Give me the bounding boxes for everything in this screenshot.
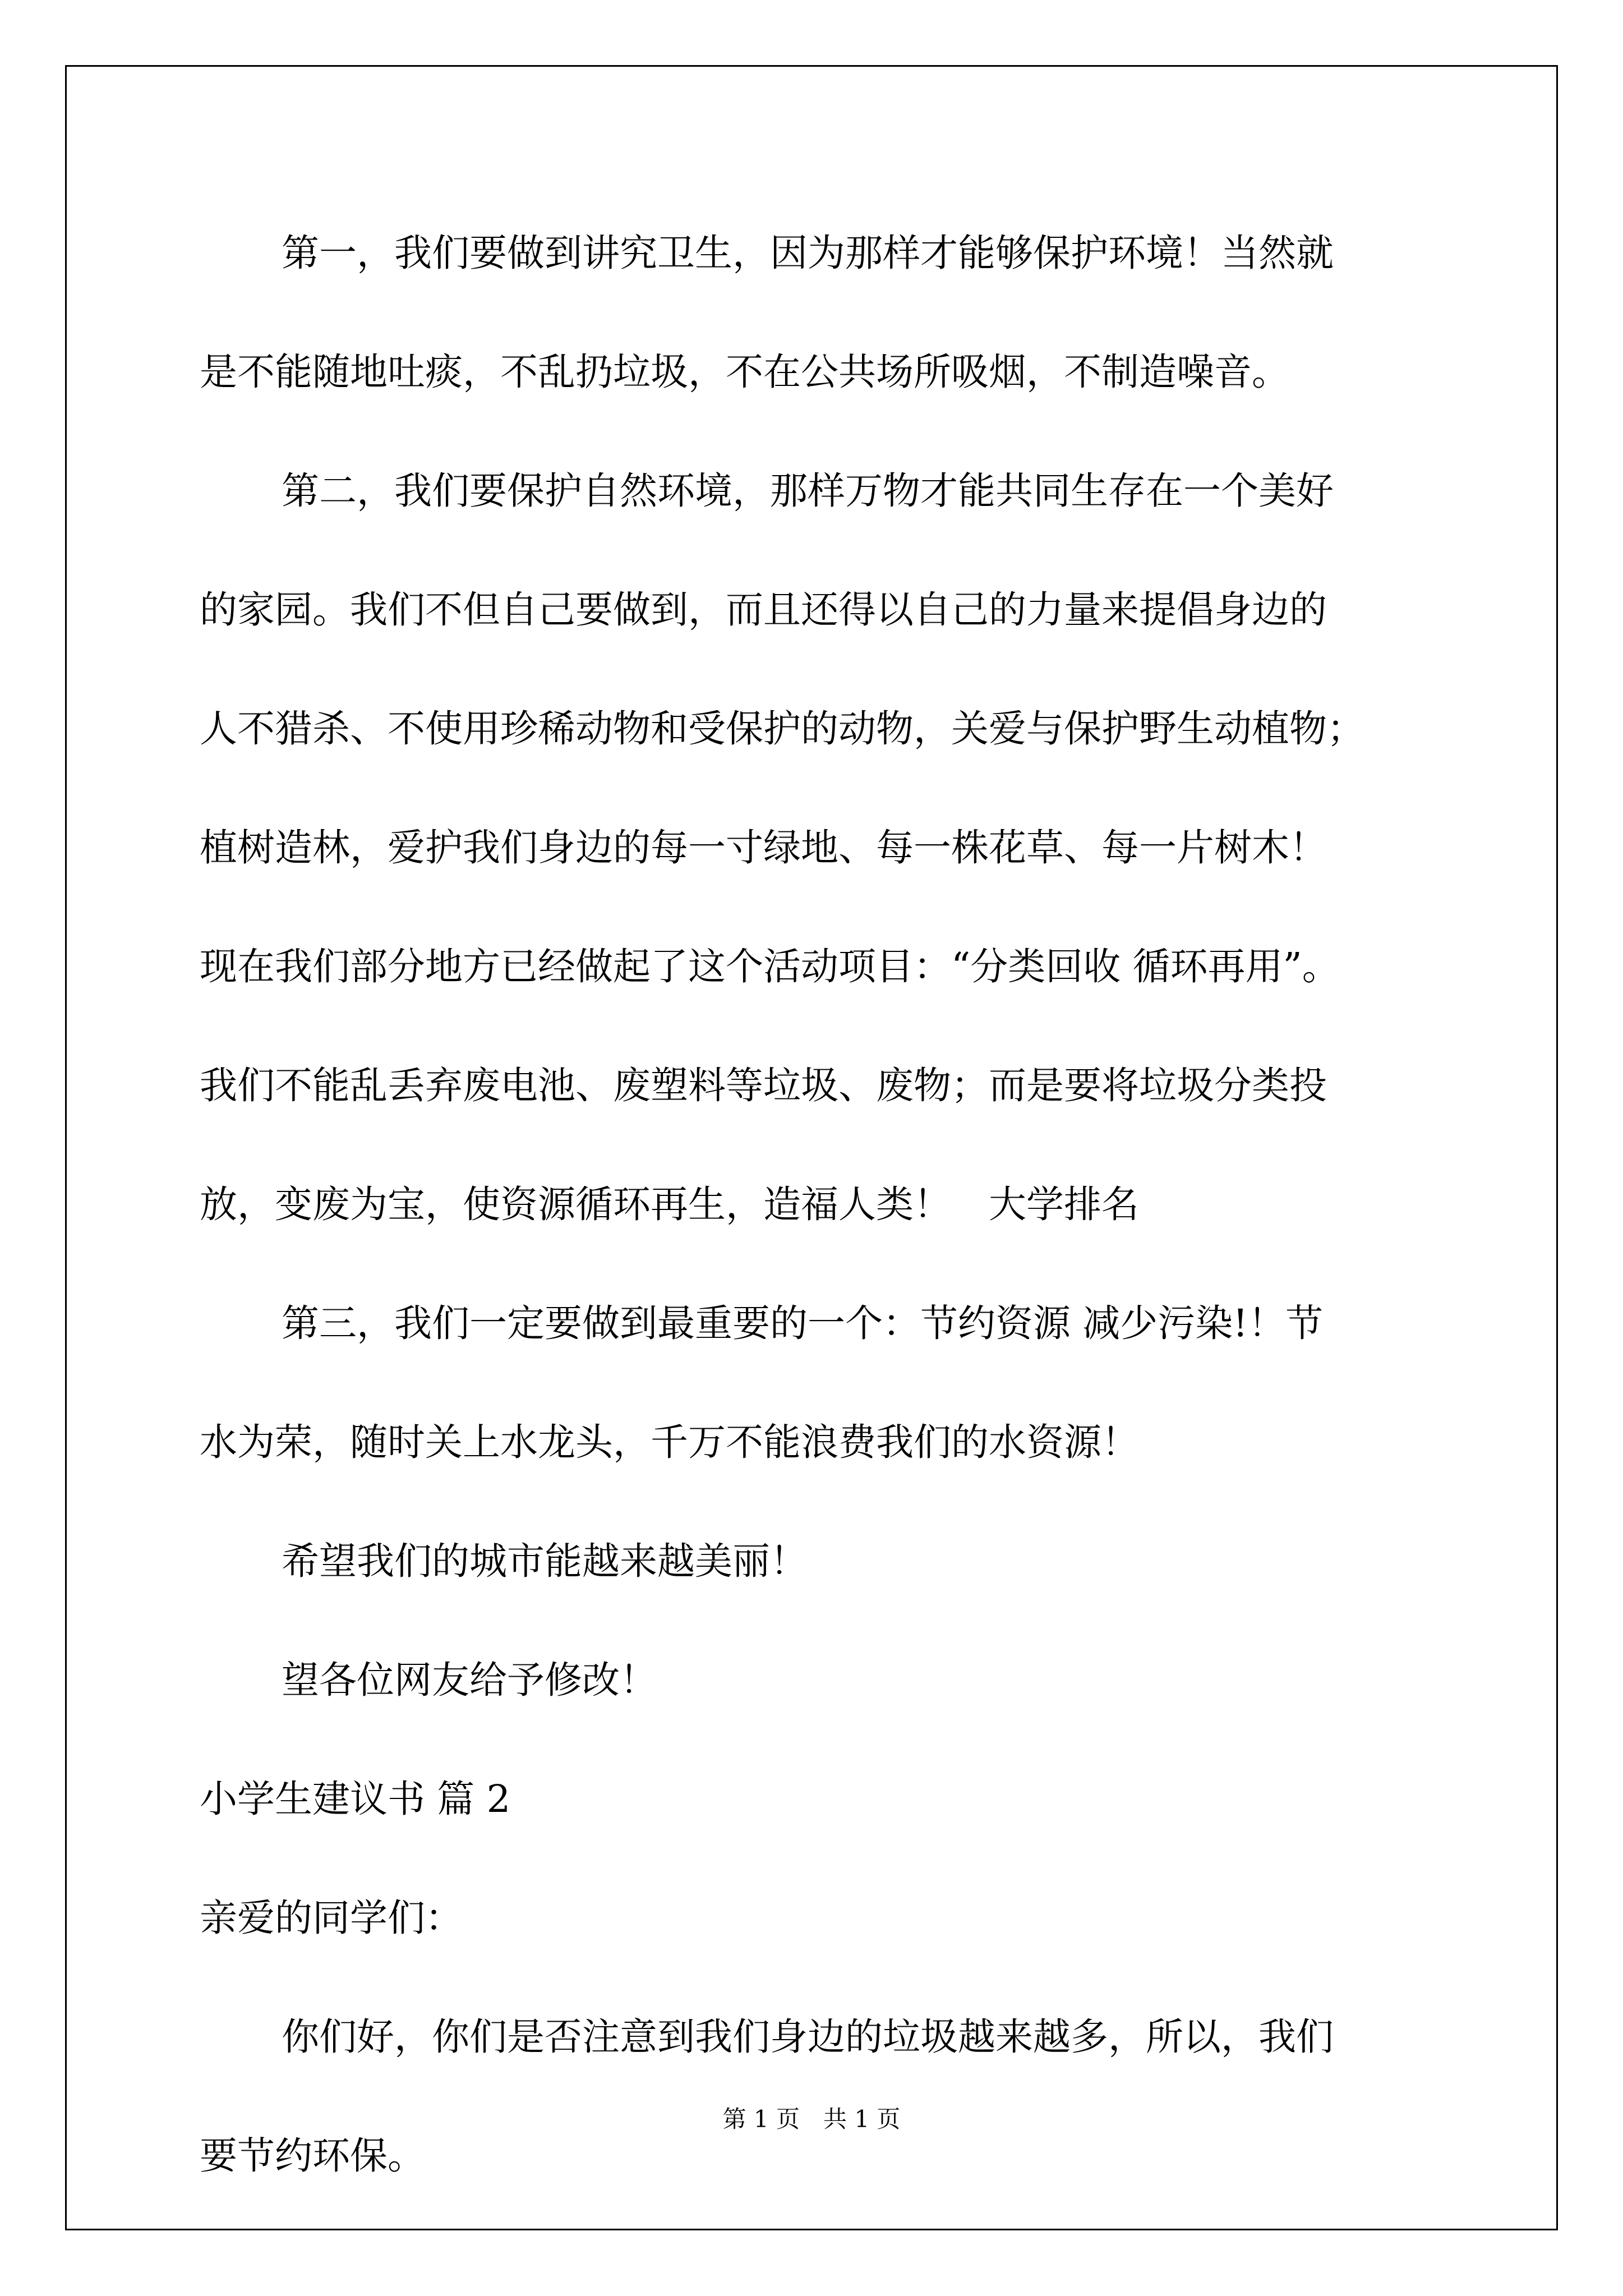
- paragraph-line: 希望我们的城市能越来越美丽！: [282, 1539, 808, 1583]
- document-body: [200, 194, 1456, 2215]
- page-footer: 第 1 页 共 1 页: [722, 2105, 901, 2133]
- salutation: 亲爱的同学们：: [200, 1896, 463, 1940]
- section-heading: 小学生建议书 篇 2: [200, 1777, 511, 1821]
- paragraph-line: 第二，我们要保护自然环境，那样万物才能共同生存在一个美好: [282, 469, 1334, 513]
- paragraph-line: 是不能随地吐痰，不乱扔垃圾，不在公共场所吸烟，不制造噪音。: [200, 350, 1289, 394]
- paragraph-line: 要节约环保。: [200, 2134, 425, 2178]
- paragraph-line: 放，变废为宝，使资源循环再生，造福人类！ 大学排名: [200, 1182, 1139, 1226]
- paragraph-line: 第一，我们要做到讲究卫生，因为那样才能够保护环境！当然就: [282, 231, 1334, 275]
- paragraph-line: 现在我们部分地方已经做起了这个活动项目：“分类回收 循环再用”。: [200, 945, 1340, 988]
- paragraph-line: 你们好，你们是否注意到我们身边的垃圾越来越多，所以，我们: [282, 2015, 1334, 2059]
- paragraph-line: 望各位网友给予修改！: [282, 1658, 657, 1702]
- paragraph-line: 我们不能乱丢弃废电池、废塑料等垃圾、废物；而是要将垃圾分类投: [200, 1064, 1327, 1107]
- paragraph-line: 第三，我们一定要做到最重要的一个：节约资源 减少污染!！节: [282, 1301, 1324, 1345]
- paragraph-line: 水为荣，随时关上水龙头，千万不能浪费我们的水资源！: [200, 1420, 1139, 1464]
- paragraph-line: 人不猎杀、不使用珍稀动物和受保护的动物，关爱与保护野生动植物；: [200, 707, 1364, 751]
- paragraph-line: 的家园。我们不但自己要做到，而且还得以自己的力量来提倡身边的: [200, 588, 1327, 632]
- paragraph-line: 植树造林，爱护我们身边的每一寸绿地、每一株花草、每一片树木！: [200, 826, 1327, 869]
